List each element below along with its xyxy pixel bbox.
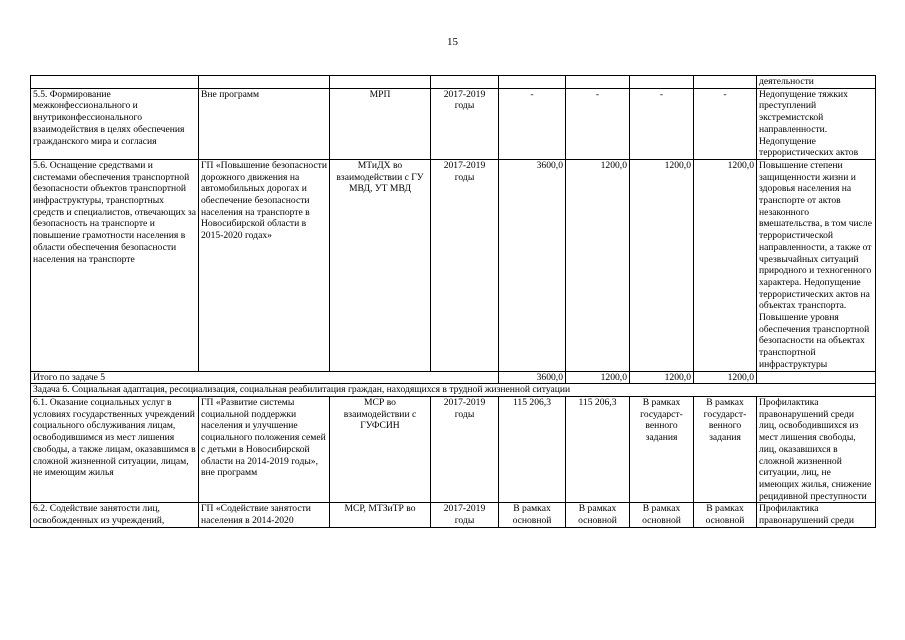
measure-cell: 5.6. Оснащение средствами и системами обеспечения транспортной безопасности объектов транспортной инфраструктуры, транспортных средств и специалистов, отвечающих за безопасность на транспорте и повышение грамотности населения в области обеспечения безопасности населения на транспорте — [31, 159, 199, 371]
program-cell: ГП «Развитие системы социальной поддержки населения и улучшение социального положения семей с детьми в Новосибирской области на 2014-2019 годы», вне программ — [199, 396, 330, 502]
value-total-cell: В рамках основной — [499, 503, 566, 527]
table-row — [31, 159, 876, 371]
page-number: 15 — [447, 36, 458, 48]
total-value-cell: 1200,0 — [566, 371, 630, 384]
executor-cell: МСР во взаимодействии с ГУФСИН — [330, 396, 431, 502]
value-2019-cell: - — [694, 88, 757, 159]
value-2018-cell: - — [630, 88, 694, 159]
measure-cell: 6.2. Содействие занятости лиц, освобожденных из учреждений, — [31, 503, 199, 527]
effect-cell: Повышение степени защищенности жизни и здоровья населения на транспорте от актов незаконного вмешательства, в том числе террористической направленности, а также от чрезвычайных ситуаций природного и техногенного характера. Недопущение террористических актов на объектах транспорта. Повышение уровня обеспечения транспортной безопасности на объектах транспортной инфраструктуры — [757, 159, 876, 371]
value-2017-cell: - — [566, 88, 630, 159]
value-2018-cell: В рамках государст-венного задания — [630, 396, 694, 502]
period-cell: 2017-2019 годы — [431, 396, 499, 502]
effect-cell: Профилактика правонарушений среди — [757, 503, 876, 527]
effect-cell: Профилактика правонарушений среди лиц, освободившихся из мест лишения свободы, лиц, оказавшихся в сложной жизненной ситуации, лиц, не имеющих жилья, снижение рецидивной преступности — [757, 396, 876, 502]
value-2018-cell: В рамках основной — [630, 503, 694, 527]
total-value-cell: 3600,0 — [499, 371, 566, 384]
value-total-cell: - — [499, 88, 566, 159]
value-2017-cell: В рамках основной — [566, 503, 630, 527]
table-row — [31, 88, 876, 159]
value-total-cell: 3600,0 — [499, 159, 566, 371]
executor-cell: МТиДХ во взаимодействии с ГУ МВД, УТ МВД — [330, 159, 431, 371]
task6-header: Задача 6. Социальная адаптация, ресоциализация, социальная реабилитация граждан, находящихся в трудной жизненной ситуации — [31, 384, 876, 397]
value-2018-cell: 1200,0 — [630, 159, 694, 371]
total-value-cell: 1200,0 — [630, 371, 694, 384]
program-cell: ГП «Повышение безопасности дорожного движения на автомобильных дорогах и обеспечение безопасности населения на транспорте в Новосибирской области в 2015-2020 годах» — [199, 159, 330, 371]
table-row — [31, 503, 876, 527]
total-value-cell: 1200,0 — [694, 371, 757, 384]
executor-cell: МСР, МТЗиТР во — [330, 503, 431, 527]
total-label: Итого по задаче 5 — [31, 371, 499, 384]
executor-cell: МРП — [330, 88, 431, 159]
value-2017-cell: 1200,0 — [566, 159, 630, 371]
period-cell: 2017-2019 годы — [431, 88, 499, 159]
task-header-row — [31, 384, 876, 397]
table-row-continuation — [31, 76, 876, 89]
effect-cell: Недопущение тяжких преступлений экстремистской направленности. Недопущение террористических актов — [757, 88, 876, 159]
value-total-cell: 115 206,3 — [499, 396, 566, 502]
period-cell: 2017-2019 годы — [431, 503, 499, 527]
measure-cell: 6.1. Оказание социальных услуг в условиях государственных учреждений социального обслуживания лицам, освободившимся из мест лишения свободы, а также лицам, оказавшимся в сложной жизненной ситуации, лицам, не имеющим жилья — [31, 396, 199, 502]
total-row-task5 — [31, 371, 876, 384]
value-2019-cell: 1200,0 — [694, 159, 757, 371]
measures-table — [30, 75, 876, 528]
effect-cell: деятельности — [757, 76, 876, 89]
value-2019-cell: В рамках государст-венного задания — [694, 396, 757, 502]
program-cell: ГП «Содействие занятости населения в 2014-2020 — [199, 503, 330, 527]
measure-cell: 5.5. Формирование межконфессионального и внутриконфессионального взаимодействия в целях обеспечения гражданского мира и согласия — [31, 88, 199, 159]
value-2017-cell: 115 206,3 — [566, 396, 630, 502]
table-row — [31, 396, 876, 502]
period-cell: 2017-2019 годы — [431, 159, 499, 371]
value-2019-cell: В рамках основной — [694, 503, 757, 527]
program-cell: Вне программ — [199, 88, 330, 159]
